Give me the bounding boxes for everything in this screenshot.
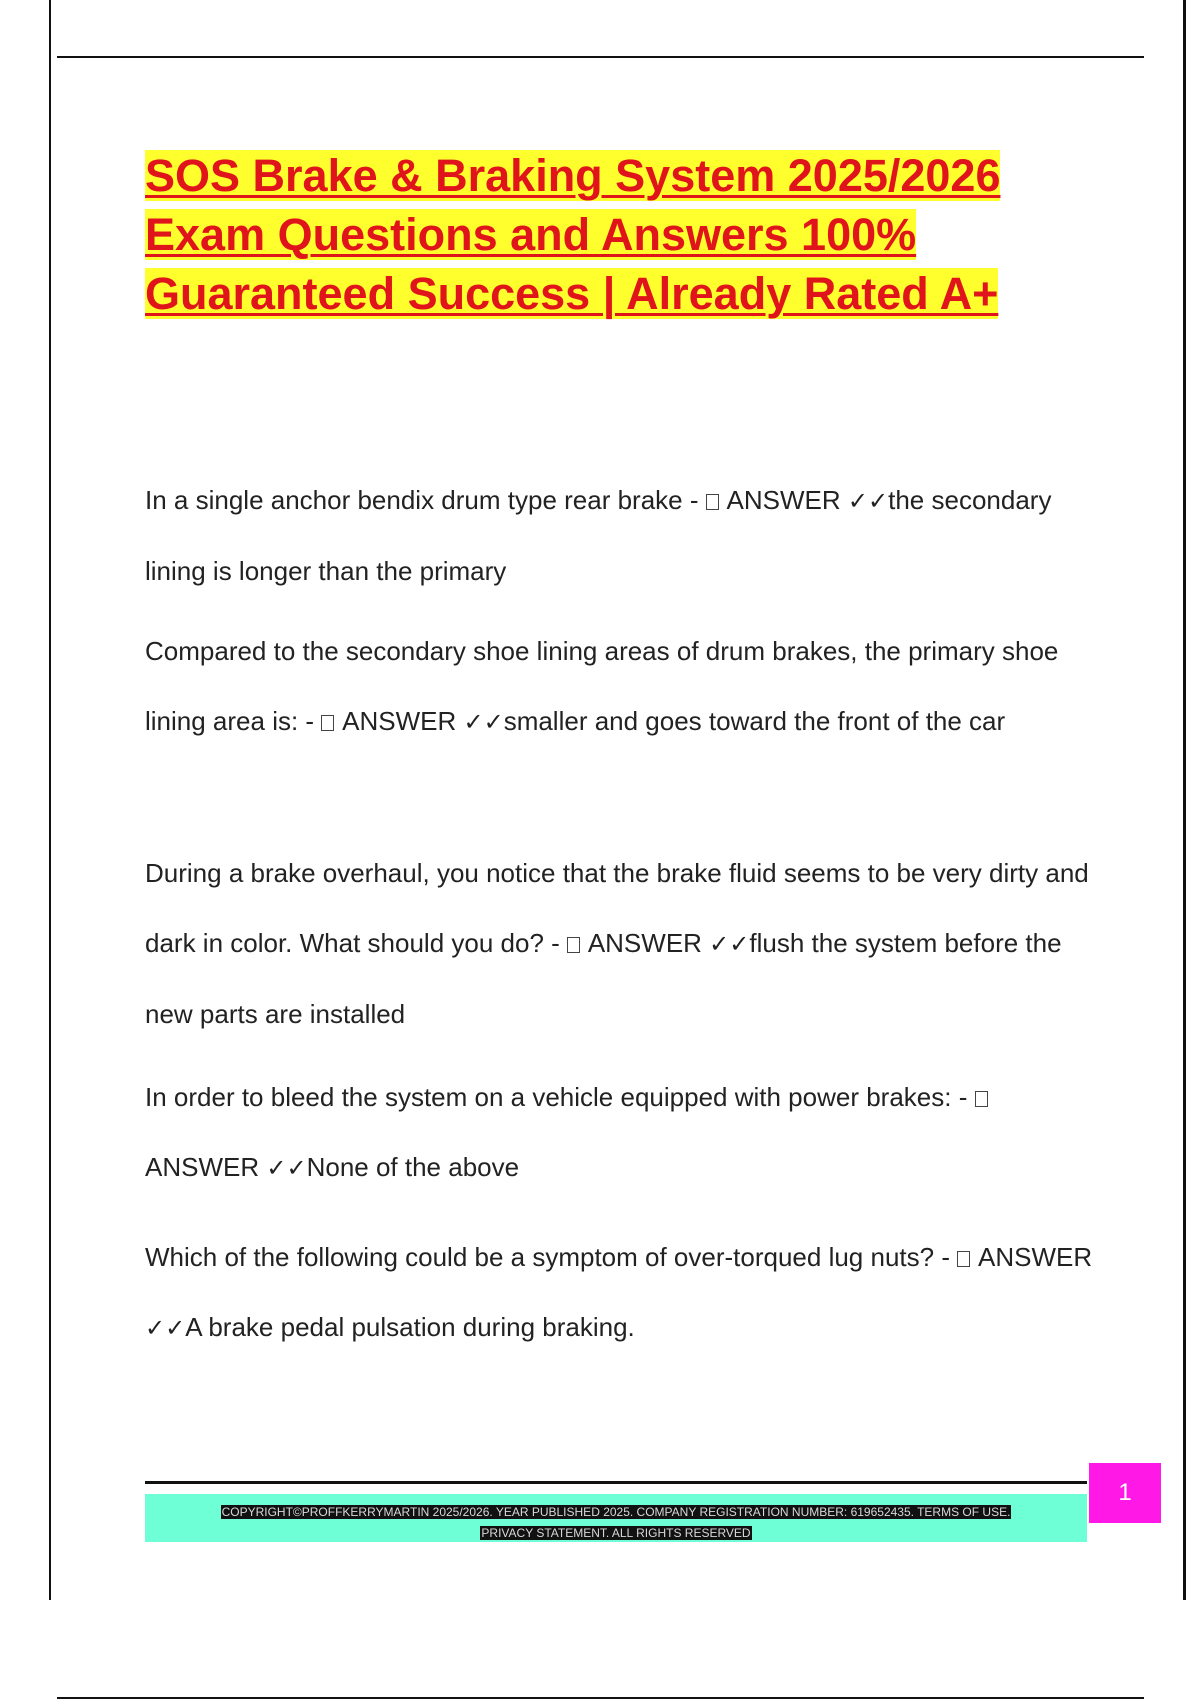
- double-check-icon: ✓✓: [145, 1314, 186, 1342]
- qa-item-3: [145, 838, 1095, 1049]
- question-text: Which of the following could be a symptom of over-torqued lug nuts? -: [145, 1242, 950, 1272]
- missing-glyph-icon: [706, 494, 719, 510]
- copyright-line-2: PRIVACY STATEMENT. ALL RIGHTS RESERVED: [481, 1526, 751, 1540]
- qa-item-4: [145, 1062, 1095, 1203]
- missing-glyph-icon: [567, 937, 580, 953]
- question-text: During a brake overhaul, you notice that the brake fluid seems to be very dirty and dark in color. What should you do? -: [145, 858, 1089, 958]
- double-check-icon: ✓✓: [709, 930, 750, 958]
- answer-label: ANSWER: [342, 706, 457, 736]
- missing-glyph-icon: [957, 1251, 970, 1267]
- double-check-icon: ✓✓: [266, 1154, 307, 1182]
- document-title: [145, 146, 1085, 323]
- next-page-rule: [57, 1697, 1144, 1699]
- answer-label: ANSWER: [587, 928, 702, 958]
- answer-label: ANSWER: [145, 1152, 260, 1182]
- double-check-icon: ✓✓: [847, 487, 889, 515]
- title-line-3: Guaranteed Success | Already Rated A+: [145, 268, 999, 319]
- answer-text: None of the above: [306, 1152, 520, 1182]
- copyright-line-1: COPYRIGHT©PROFFKERRYMARTIN 2025/2026. YEAR PUBLISHED 2025. COMPANY REGISTRATION NUMBER: 619652435. TERMS OF USE.: [221, 1505, 1011, 1519]
- answer-text: smaller and goes toward the front of the car: [503, 706, 1006, 736]
- question-text: In a single anchor bendix drum type rear brake -: [145, 485, 699, 515]
- question-text: In order to bleed the system on a vehicle equipped with power brakes: -: [145, 1082, 968, 1112]
- answer-label: ANSWER: [978, 1242, 1093, 1272]
- page-right-border: [1183, 0, 1186, 1600]
- title-line-2: Exam Questions and Answers 100%: [145, 209, 917, 260]
- missing-glyph-icon: [975, 1091, 988, 1107]
- missing-glyph-icon: [321, 715, 334, 731]
- answer-text: A brake pedal pulsation during braking.: [185, 1312, 635, 1342]
- title-line-1: SOS Brake & Braking System 2025/2026: [145, 150, 1001, 201]
- answer-text: the secondary lining is longer than the primary: [145, 485, 1052, 586]
- double-check-icon: ✓✓: [463, 708, 504, 736]
- footer-rule: [145, 1481, 1087, 1484]
- header-rule: [57, 56, 1144, 58]
- answer-label: ANSWER: [726, 485, 841, 515]
- page-number-badge: 1: [1089, 1463, 1161, 1523]
- answer-text: flush the system before the new parts are installed: [145, 928, 1062, 1029]
- question-text: Compared to the secondary shoe lining areas of drum brakes, the primary shoe lining area is: -: [145, 636, 1059, 736]
- page-left-border: [49, 0, 51, 1600]
- qa-item-1: [145, 465, 1095, 606]
- qa-item-5: [145, 1222, 1095, 1363]
- copyright-notice: [165, 1502, 1067, 1544]
- qa-item-2: [145, 616, 1095, 757]
